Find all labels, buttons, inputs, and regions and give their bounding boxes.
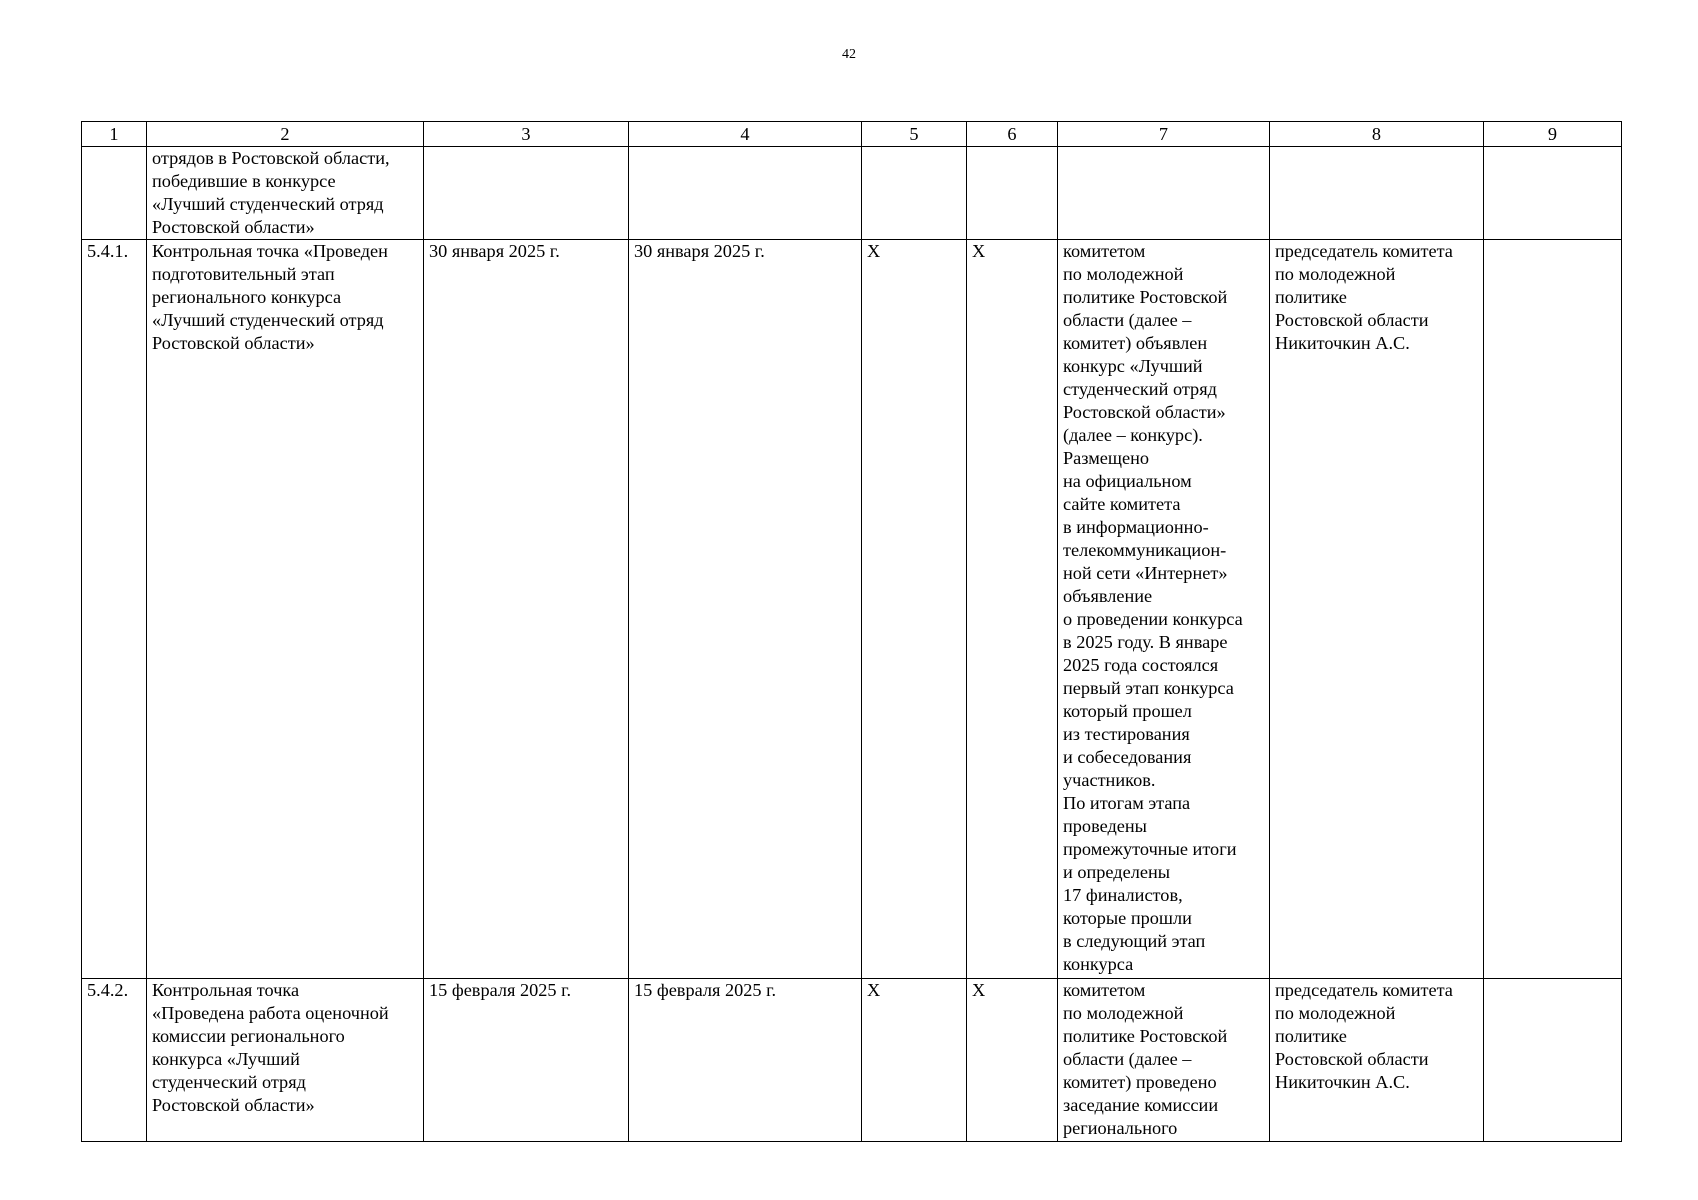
planned-date: 30 января 2025 г.	[424, 240, 629, 979]
column-header-6: 6	[967, 122, 1058, 147]
column-9-value	[1484, 147, 1622, 240]
column-header-9: 9	[1484, 122, 1622, 147]
column-5-value: X	[862, 240, 967, 979]
table-row	[82, 240, 1622, 979]
row-number: 5.4.1.	[82, 240, 147, 979]
column-6-value: X	[967, 979, 1058, 1142]
event-name: отрядов в Ростовской области, победившие в конкурсе «Лучший студенческий отряд Ростовской области»	[147, 147, 424, 240]
page-number: 42	[842, 47, 856, 62]
column-header-4: 4	[629, 122, 862, 147]
column-5-value: X	[862, 979, 967, 1142]
planned-date	[424, 147, 629, 240]
responsible-person: председатель комитета по молодежной политике Ростовской области Никиточкин А.С.	[1270, 979, 1484, 1142]
responsible-person: председатель комитета по молодежной политике Ростовской области Никиточкин А.С.	[1270, 240, 1484, 979]
column-header-5: 5	[862, 122, 967, 147]
column-6-value: X	[967, 240, 1058, 979]
execution-info: комитетом по молодежной политике Ростовской области (далее – комитет) проведено заседание комиссии регионального	[1058, 979, 1270, 1142]
event-name: Контрольная точка «Проведен подготовительный этап регионального конкурса «Лучший студенческий отряд Ростовской области»	[147, 240, 424, 979]
planned-date: 15 февраля 2025 г.	[424, 979, 629, 1142]
column-header-1: 1	[82, 122, 147, 147]
event-name: Контрольная точка «Проведена работа оценочной комиссии регионального конкурса «Лучший студенческий отряд Ростовской области»	[147, 979, 424, 1142]
column-5-value	[862, 147, 967, 240]
column-header-3: 3	[424, 122, 629, 147]
column-9-value	[1484, 979, 1622, 1142]
report-table	[81, 121, 1622, 1142]
column-header-8: 8	[1270, 122, 1484, 147]
column-6-value	[967, 147, 1058, 240]
column-header-7: 7	[1058, 122, 1270, 147]
execution-info: комитетом по молодежной политике Ростовской области (далее – комитет) объявлен конкурс «Лучший студенческий отряд Ростовской области» (далее – конкурс). Размещено на официальном сайте комитета в информационно- телекоммуникацион- ной сети «Интернет» объявление о проведении конкурса в 2025 году. В январе 2025 года состоялся первый этап конкурса который прошел из тестирования и собеседования участников. По итогам этапа проведены промежуточные итоги и определены 17 финалистов, которые прошли в следующий этап конкурса	[1058, 240, 1270, 979]
actual-date: 15 февраля 2025 г.	[629, 979, 862, 1142]
table-row	[82, 147, 1622, 240]
table-row	[82, 979, 1622, 1142]
column-9-value	[1484, 240, 1622, 979]
actual-date	[629, 147, 862, 240]
column-header-2: 2	[147, 122, 424, 147]
row-number: 5.4.2.	[82, 979, 147, 1142]
execution-info	[1058, 147, 1270, 240]
row-number	[82, 147, 147, 240]
responsible-person	[1270, 147, 1484, 240]
header-row	[82, 122, 1622, 147]
actual-date: 30 января 2025 г.	[629, 240, 862, 979]
